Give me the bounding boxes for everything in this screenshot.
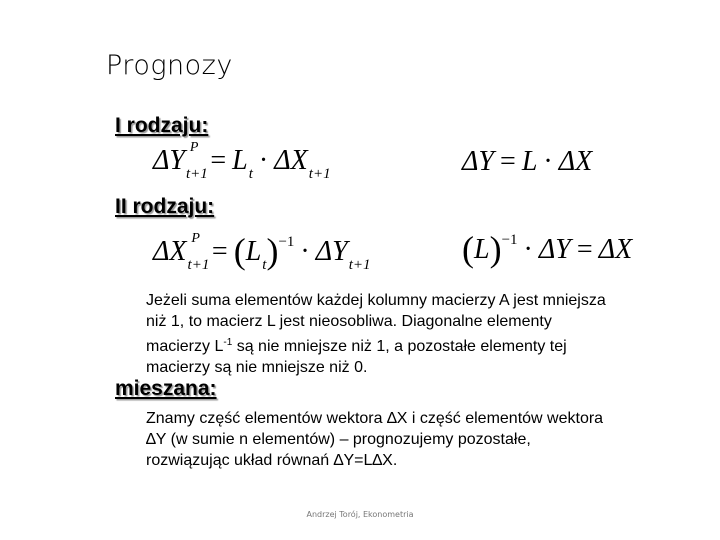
matrix-l: L <box>521 146 538 177</box>
subscript: t+1 <box>308 166 331 182</box>
heading-mixed: mieszana: <box>115 377 217 400</box>
superscript-minus-one: -1 <box>223 337 233 348</box>
equals-sign: = <box>210 145 227 176</box>
formula-first-kind-left <box>153 140 331 183</box>
subscript: t <box>262 257 267 273</box>
delta-x: ΔX <box>274 145 308 176</box>
delta-y: ΔY <box>315 236 348 267</box>
formula-second-kind-left <box>153 230 371 274</box>
subscript: t+1 <box>186 166 208 182</box>
delta-x: ΔX <box>598 234 633 265</box>
paragraph-nonsingularity <box>146 290 686 378</box>
exponent-minus-one: −1 <box>501 232 518 248</box>
slide-footer: Andrzej Torój, Ekonometria <box>306 510 414 519</box>
formula-second-kind-right <box>462 228 632 270</box>
heading-second-kind: II rodzaju: <box>115 195 215 218</box>
equals-sign: = <box>211 236 228 267</box>
dot-operator: · <box>300 236 310 267</box>
dot-operator: · <box>258 145 269 176</box>
delta-x: ΔX <box>153 236 187 267</box>
matrix-l: L <box>232 145 248 176</box>
paragraph-line <box>146 332 686 357</box>
paragraph-mixed <box>146 408 686 471</box>
matrix-l: L <box>474 234 490 265</box>
right-paren: ) <box>489 229 502 269</box>
superscript-p: P <box>189 140 199 155</box>
left-paren: ( <box>462 229 474 269</box>
superscript-p: P <box>191 231 200 246</box>
right-paren: ) <box>266 231 279 271</box>
slide-title: Prognozy <box>106 50 233 81</box>
paragraph-line: Znamy część elementów wektora ∆X i część elementów wektora <box>146 410 604 427</box>
left-paren: ( <box>233 231 246 271</box>
text-run: macierzy L <box>146 338 224 355</box>
exponent-minus-one: −1 <box>278 234 295 250</box>
paragraph-line: Jeżeli suma elementów każdej kolumny macierzy A jest mniejsza <box>146 292 606 309</box>
delta-y: ΔY <box>462 146 495 177</box>
paragraph-line: rozwiązując układ równań ∆Y=L∆X. <box>146 452 398 469</box>
paragraph-line: ∆Y (w sumie n elementów) – prognozujemy pozostałe, <box>146 431 531 448</box>
dot-operator: · <box>543 146 553 177</box>
text-run: są nie mniejsze niż 1, a pozostałe elementy tej <box>232 338 567 355</box>
delta-y: ΔY <box>153 145 186 176</box>
dot-operator: · <box>523 234 533 265</box>
heading-first-kind: I rodzaju: <box>115 114 209 137</box>
subscript: t <box>248 166 253 182</box>
equals-sign: = <box>576 234 593 265</box>
subscript: t+1 <box>187 257 210 273</box>
paragraph-line: niż 1, to macierz L jest nieosobliwa. Diagonalne elementy <box>146 313 552 330</box>
delta-y: ΔY <box>538 234 571 265</box>
matrix-l: L <box>245 236 262 267</box>
paragraph-line: macierzy są nie mniejsze niż 0. <box>146 359 368 376</box>
delta-x: ΔX <box>558 146 593 177</box>
formula-first-kind-right <box>462 146 592 178</box>
subscript: t+1 <box>348 257 371 273</box>
equals-sign: = <box>500 146 516 177</box>
